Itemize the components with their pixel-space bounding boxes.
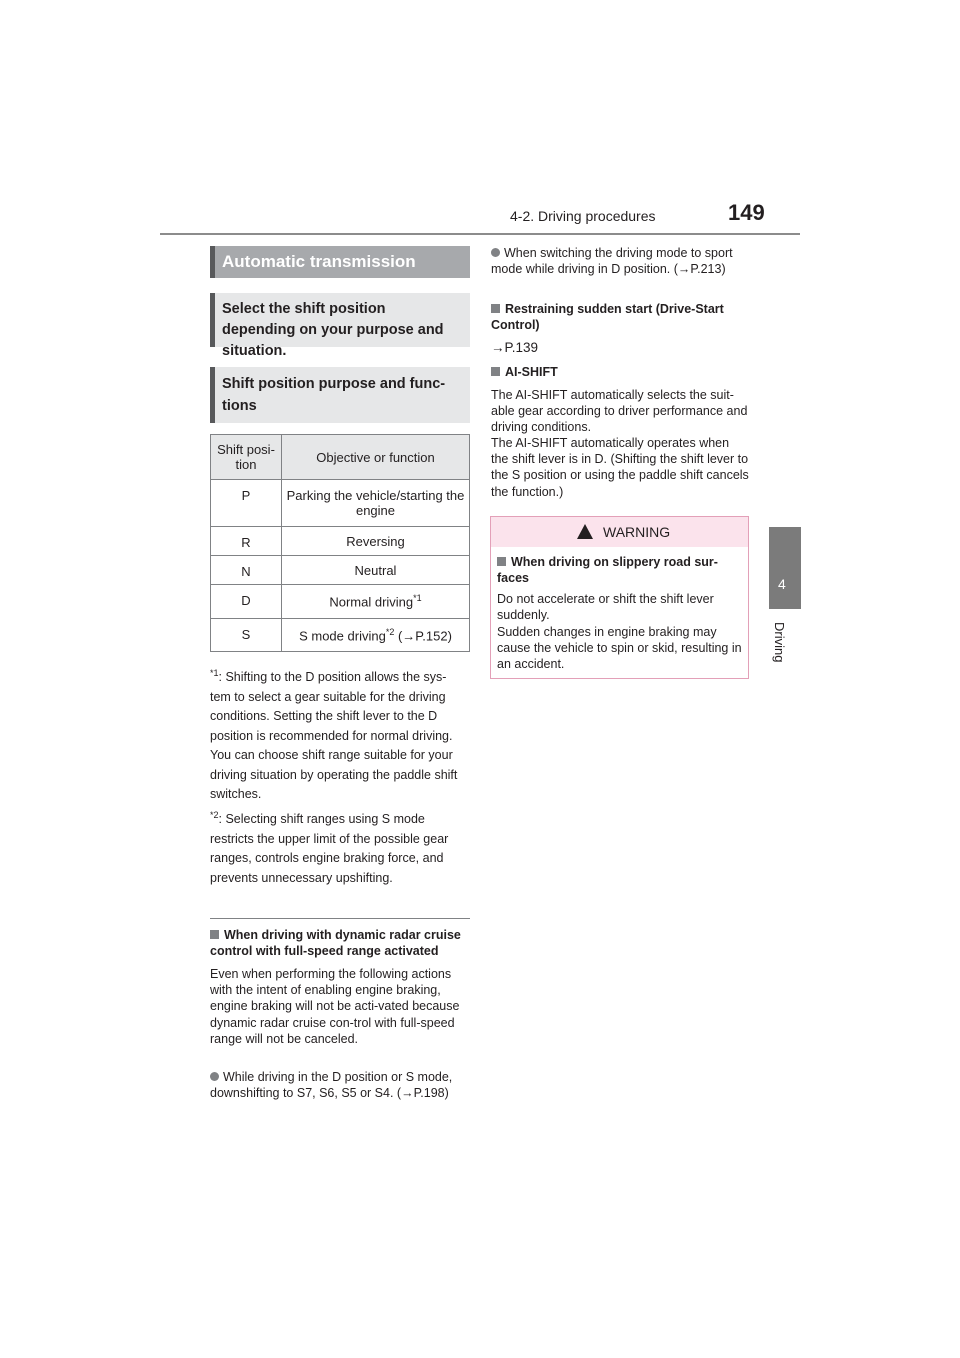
- table-cell-function: Neutral: [282, 556, 470, 585]
- bullet-item: While driving in the D position or S mode, downshifting to S7, S6, S5 or S4. (→P.198): [210, 1070, 453, 1101]
- warning-text: Sudden changes in engine braking may cause the vehicle to spin or skid, resulting in an accident.: [497, 625, 742, 672]
- table-header-function: Objective or function: [282, 435, 470, 480]
- square-bullet-icon: [491, 304, 500, 313]
- square-bullet-icon: [497, 557, 506, 566]
- paragraph: Even when performing the following actions with the intent of enabling engine braking, engine braking will not be acti-vated because dynamic radar cruise con-trol with full-speed range will not be canceled.: [210, 967, 460, 1046]
- subheading-box: [210, 367, 470, 423]
- warning-header: [491, 517, 748, 547]
- table-cell-position: N: [211, 556, 282, 585]
- footnote-2: $^{*2}$: Selecting shift ranges using S mode restricts the upper limit of the possible gear ranges, controls engine braking force, and prevents unnecessary upshifting.: [210, 810, 449, 885]
- subsection-title: When driving with dynamic radar cruise control with full-speed range activated: [210, 928, 461, 958]
- header-rule: [160, 233, 800, 235]
- section-title: 4-2. Driving procedures: [510, 208, 656, 224]
- table-cell-function: Normal driving$^{*1}$: [282, 585, 470, 619]
- chapter-label: Driving: [772, 622, 787, 663]
- square-bullet-icon: [210, 930, 219, 939]
- main-heading-text: Automatic transmission: [222, 252, 416, 271]
- subsection-title: AI-SHIFT: [491, 364, 558, 380]
- paragraph: The AI-SHIFT automatically operates when the shift lever is in D. (Shifting the shift lever to the S position or using the paddle shift cancels the function.): [491, 436, 749, 499]
- circle-bullet-icon: [491, 248, 500, 257]
- table-cell-function: S mode driving$^{*2}$ (→P.152): [282, 619, 470, 652]
- table-cell-function: Parking the vehicle/starting the engine: [282, 480, 470, 527]
- main-heading: [210, 246, 470, 278]
- page-number: 149: [728, 200, 765, 225]
- circle-bullet-icon: [210, 1072, 219, 1081]
- subheading-text: Shift position purpose and func-tions: [222, 376, 446, 414]
- paragraph: The AI-SHIFT automatically selects the suit-able gear according to driver performance and driving conditions.: [491, 388, 748, 435]
- warning-triangle-icon: [577, 524, 593, 539]
- square-bullet-icon: [491, 367, 500, 376]
- warning-title: WARNING: [603, 524, 671, 540]
- warning-subtitle: When driving on slippery road sur-faces: [497, 555, 718, 585]
- chapter-tab: [769, 527, 801, 609]
- page-reference: →P.139: [491, 340, 539, 355]
- intro-text: Select the shift position depending on your purpose and situation.: [222, 301, 444, 359]
- table-cell-position: R: [211, 527, 282, 556]
- bullet-item: When switching the driving mode to sport mode while driving in D position. (→P.213): [491, 246, 733, 277]
- shift-position-table: [210, 434, 470, 652]
- table-cell-position: P: [211, 480, 282, 527]
- chapter-number: 4: [778, 576, 786, 592]
- subsection-title: Restraining sudden start (Drive-Start Control): [491, 302, 724, 332]
- table-cell-position: D: [211, 585, 282, 619]
- intro-box: [210, 293, 470, 359]
- table-cell-function: Reversing: [282, 527, 470, 556]
- warning-text: Do not accelerate or shift the shift lever suddenly.: [497, 592, 714, 623]
- footnote-1: $^{*1}$: Shifting to the D position allows the sys-tem to select a gear suitable for the driving conditions. Setting the shift lever to the D position is recommended for normal driving. You can choose shift range suitable for your driving situation by operating the paddle shift switches.: [210, 668, 458, 802]
- divider: [210, 918, 470, 919]
- warning-box: [490, 516, 749, 679]
- table-header-position: Shift posi-tion: [211, 435, 282, 480]
- table-cell-position: S: [211, 619, 282, 652]
